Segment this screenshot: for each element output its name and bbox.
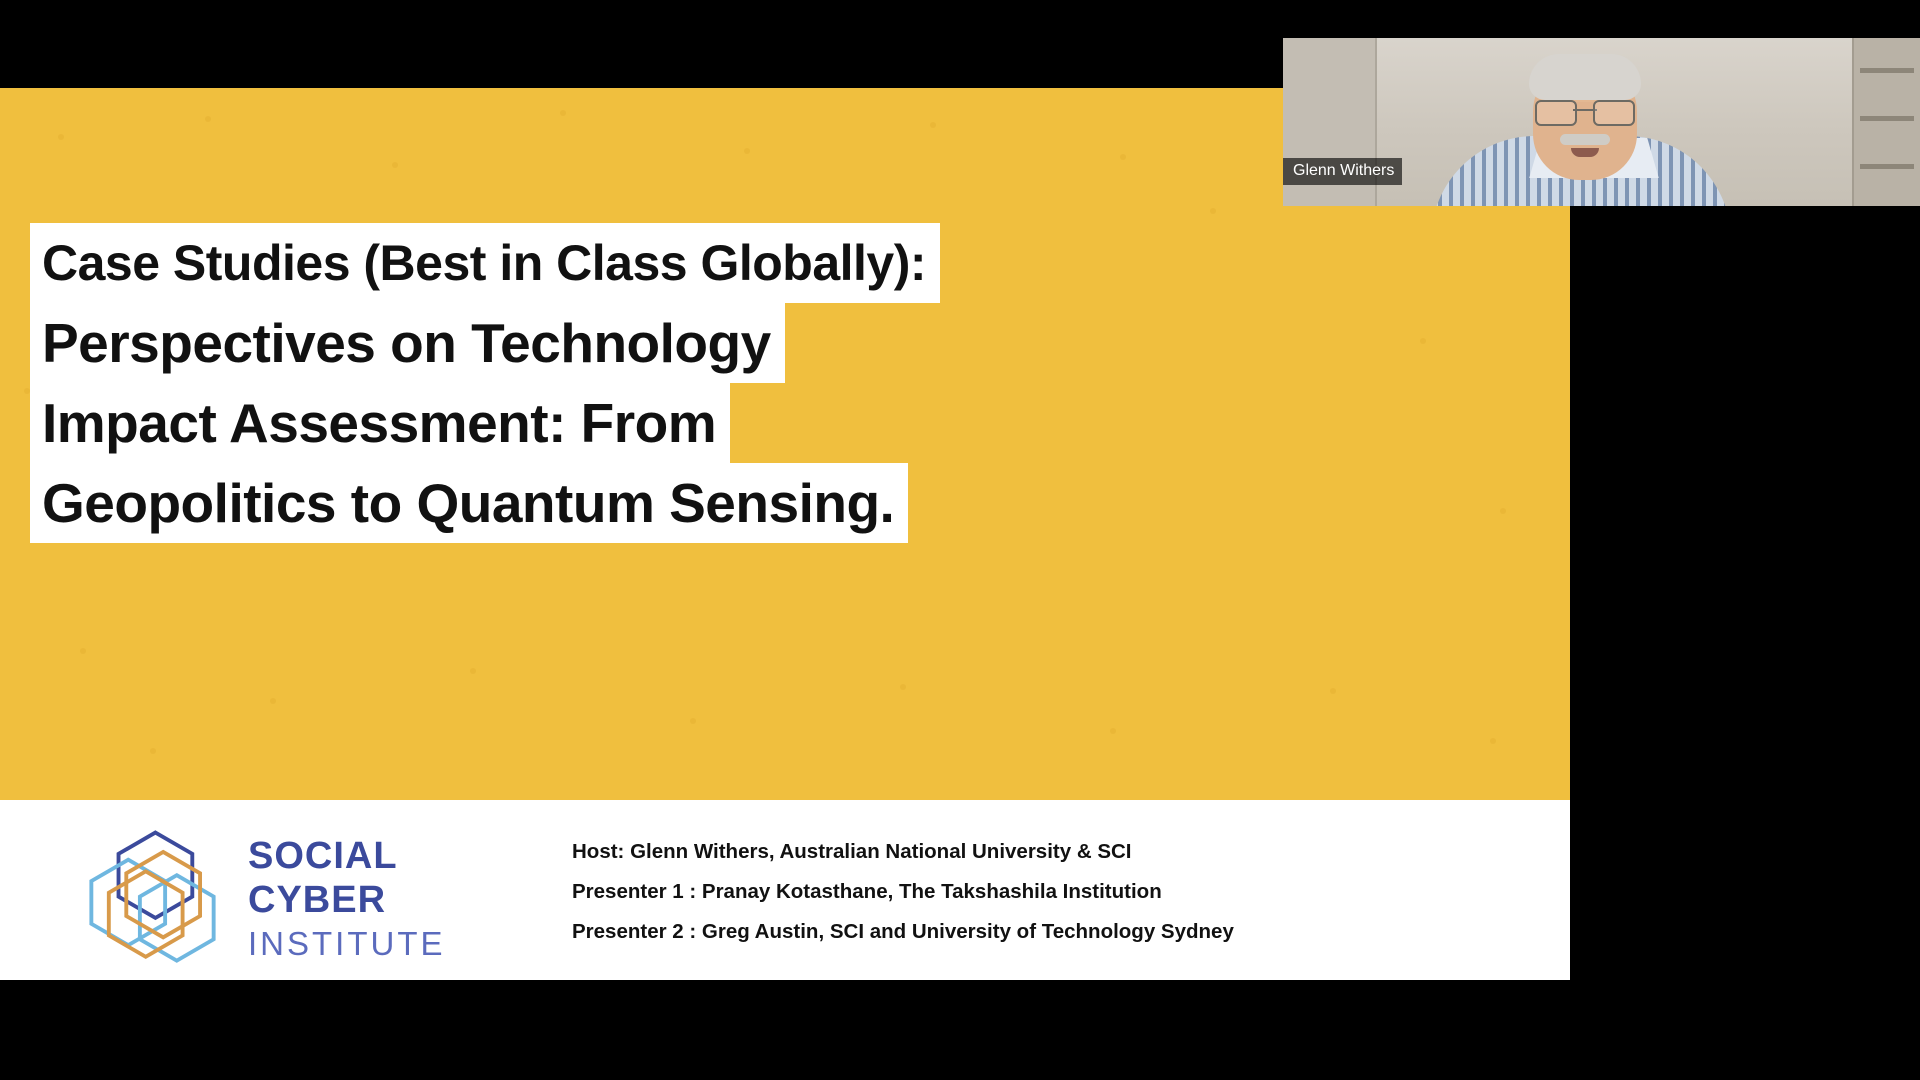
glasses-icon (1535, 100, 1635, 122)
interlocking-hexagons-icon (70, 817, 235, 980)
slide-title-line-4: Geopolitics to Quantum Sensing. (30, 463, 908, 543)
slide-credits (572, 832, 1234, 952)
logo-line-social: SOCIAL (248, 835, 398, 877)
slide-title-line-3: Impact Assessment: From (30, 383, 730, 463)
participant-moustache (1560, 134, 1610, 145)
participant-hair (1529, 54, 1641, 100)
presentation-slide (0, 88, 1570, 980)
slide-title-line-2: Perspectives on Technology (30, 303, 785, 383)
credit-presenter-1: Presenter 1 : Pranay Kotasthane, The Takshashila Institution (572, 880, 1162, 903)
background-shelf (1852, 38, 1920, 206)
logo-wordmark (248, 834, 446, 966)
shared-screen-region[interactable] (0, 88, 1570, 980)
logo-line-cyber: CYBER (248, 879, 387, 921)
participant-name-label: Glenn Withers (1283, 158, 1402, 185)
credit-host: Host: Glenn Withers, Australian National University & SCI (572, 840, 1132, 863)
slide-title (30, 223, 1285, 543)
participant-video-tile[interactable] (1283, 38, 1920, 206)
slide-title-line-1: Case Studies (Best in Class Globally): (30, 223, 940, 303)
credit-presenter-2: Presenter 2 : Greg Austin, SCI and University of Technology Sydney (572, 920, 1234, 943)
social-cyber-institute-logo (70, 812, 460, 972)
logo-line-institute: INSTITUTE (248, 925, 446, 962)
slide-footer (0, 800, 1570, 980)
